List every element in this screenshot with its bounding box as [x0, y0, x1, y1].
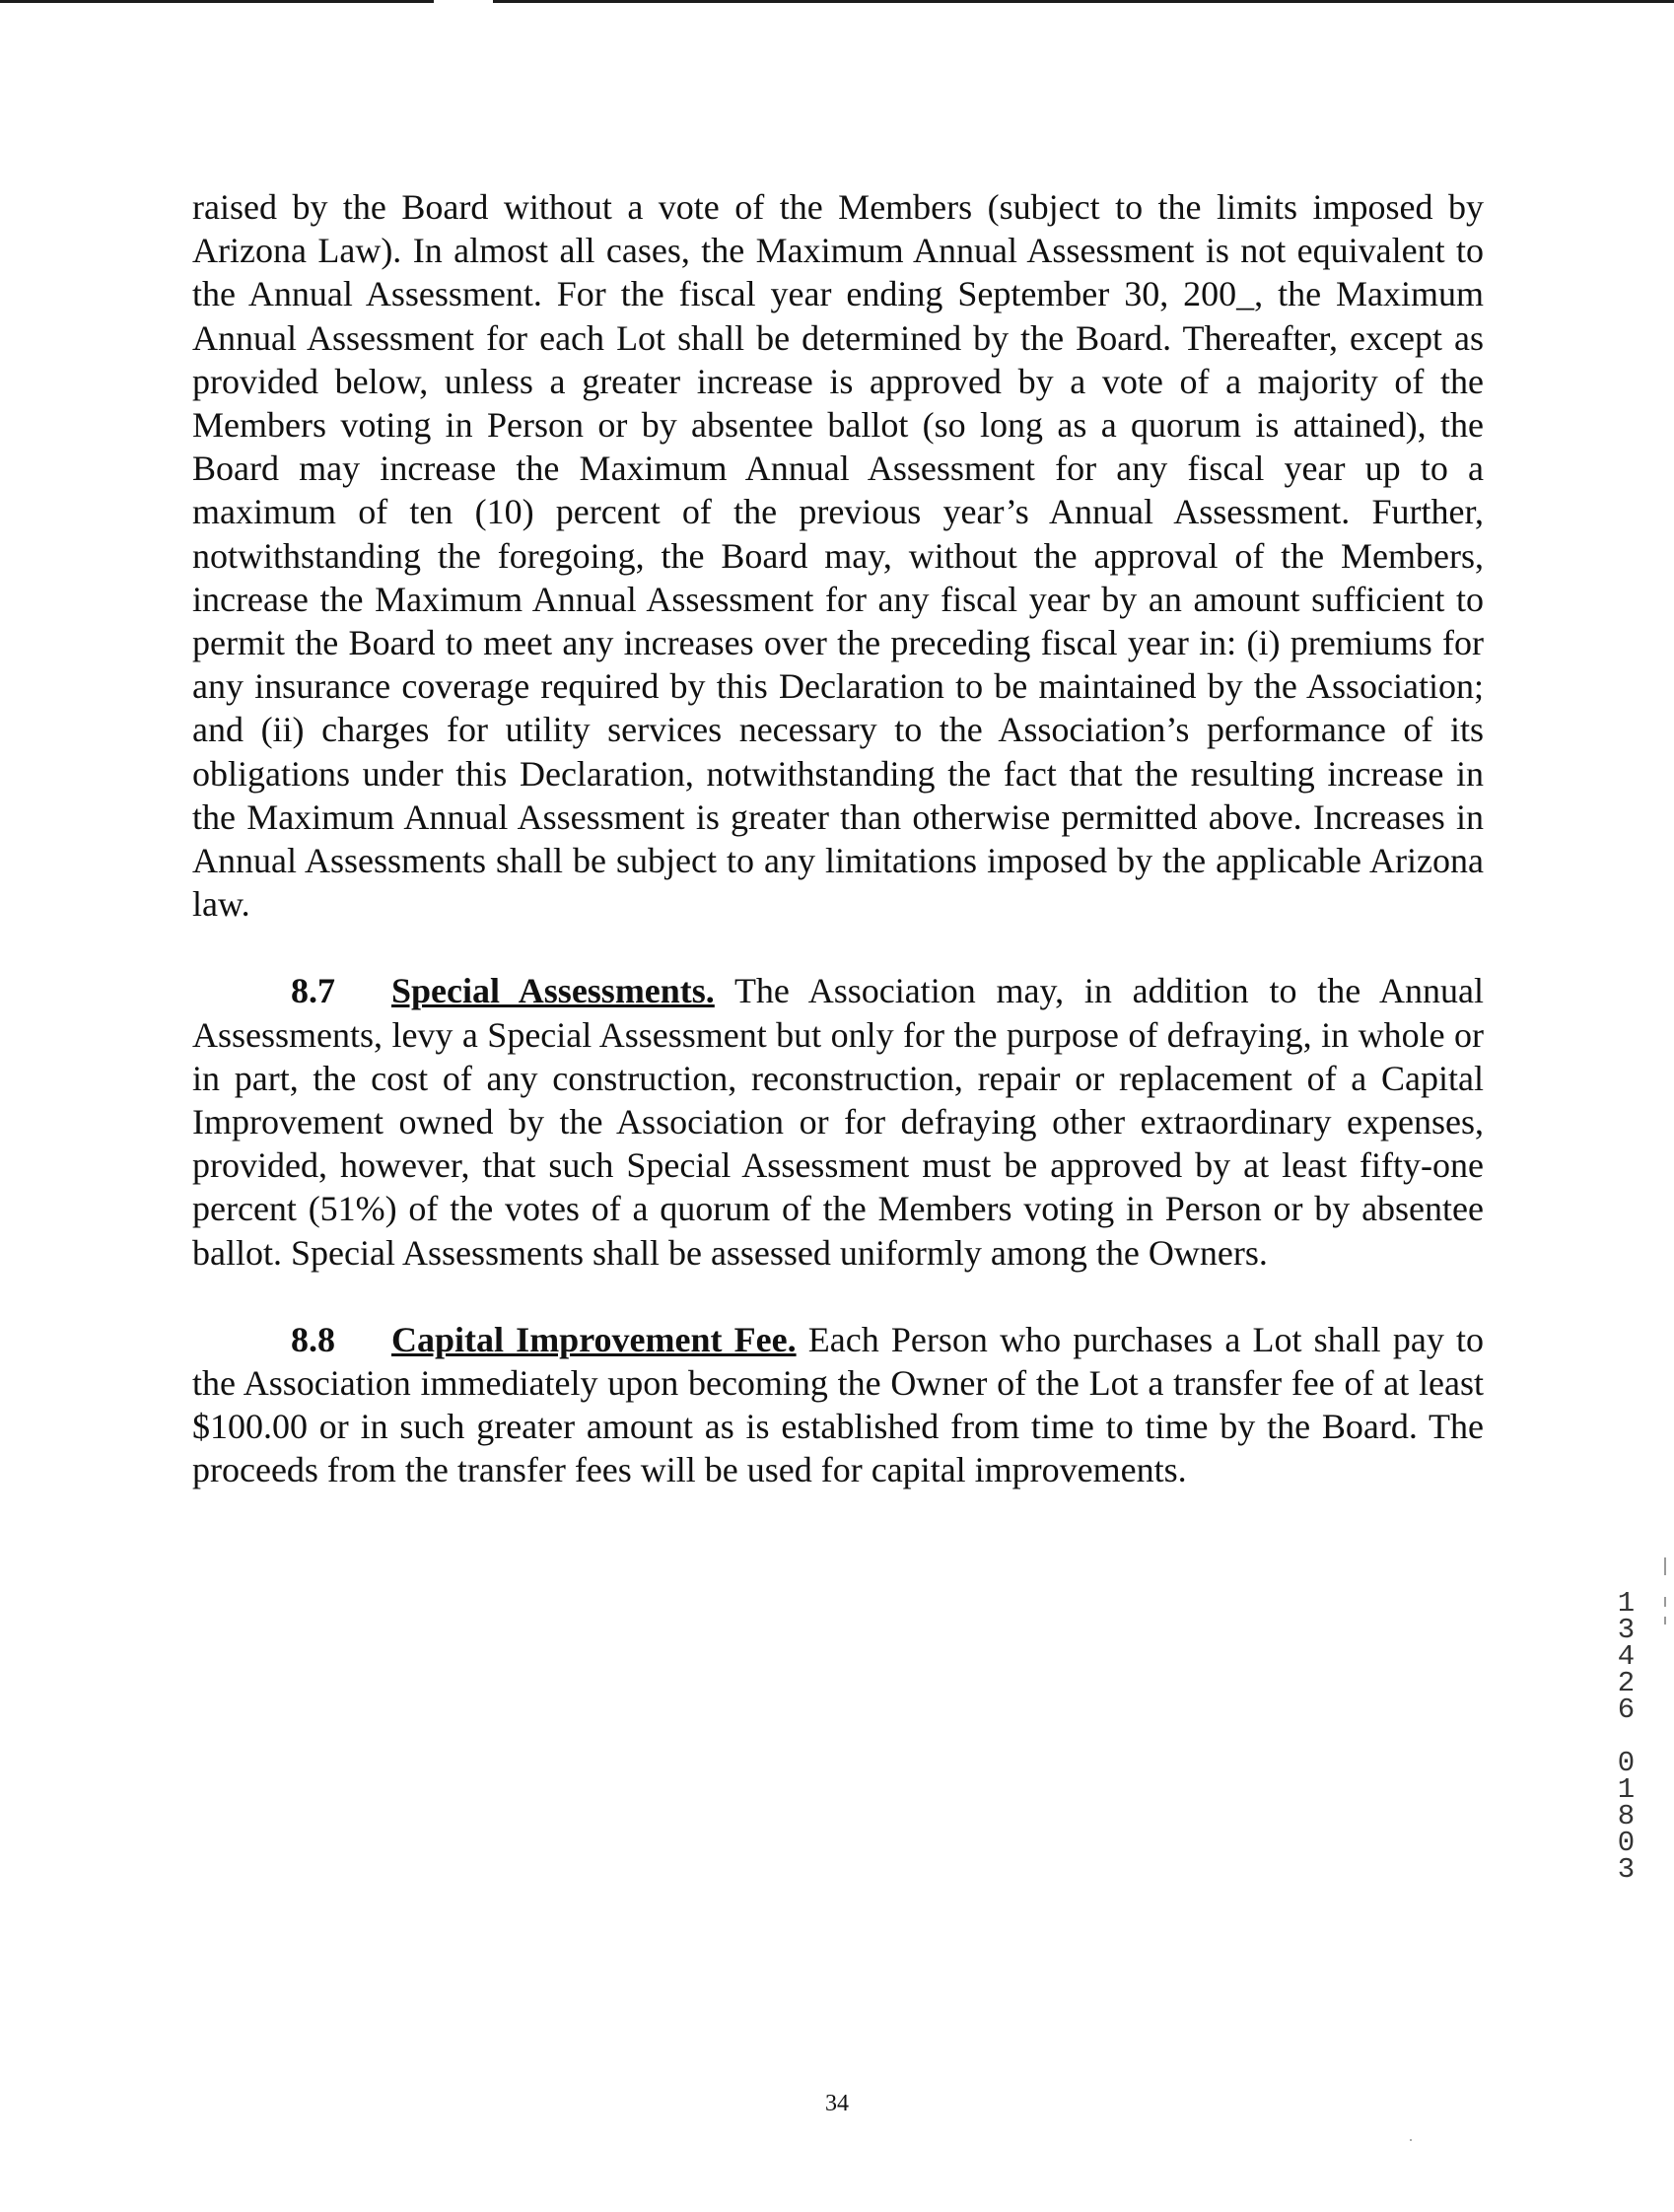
section-8-7-title: Special Assessments. [391, 971, 715, 1011]
margin-scan-mark [1664, 1617, 1666, 1624]
top-scan-rule [0, 0, 1674, 3]
margin-scan-mark [1664, 1597, 1666, 1607]
recording-stamp: 13426 01803 [1610, 1587, 1642, 1880]
scan-speck [1410, 2139, 1412, 2141]
margin-scan-mark [1664, 1557, 1666, 1575]
page-number: 34 [825, 2091, 849, 2116]
section-8-7-text: The Association may, in addition to the Annual Assessments, levy a Special Assessment but only for the purpose of defraying, in whole or in part, the cost of any construction, reconstruction, repair or replacement of a Capital Improvement owned by the Association or for defraying other extraordinary expenses, provided, however, that such Special Assessment must be approved by at least fifty-one percent (51%) of the votes of a quorum of the Members voting in Person or by absentee ballot. Special Assessments shall be assessed uniformly among the Owners. [192, 971, 1484, 1273]
section-8-8-text: Each Person who purchases a Lot shall pay to the Association immediately upon becoming the Owner of the Lot a transfer fee of at least $100.00 or in such greater amount as is established from time to time by the Board. The proceeds from the transfer fees will be used for capital improvements. [192, 1319, 1484, 1490]
paragraph-maximum-annual-assessment: raised by the Board without a vote of the Members (subject to the limits imposed by Arizona Law). In almost all cases, the Maximum Annual Assessment is not equivalent to the Annual Assessment. For the fiscal year ending September 30, 200_, the Maximum Annual Assessment for each Lot shall be determined by the Board. Thereafter, except as provided below, unless a greater increase is approved by a vote of a majority of the Members voting in Person or by absentee ballot (so long as a quorum is attained), the Board may increase the Maximum Annual Assessment for any fiscal year up to a maximum of ten (10) percent of the previous year’s Annual Assessment. Further, notwithstanding the foregoing, the Board may, without the approval of the Members, increase the Maximum Annual Assessment for any fiscal year by an amount sufficient to permit the Board to meet any increases over the preceding fiscal year in: (i) premiums for any insurance coverage required by this Declaration to be maintained by the Association; and (ii) charges for utility services necessary to the Association’s performance of its obligations under this Declaration, notwithstanding the fact that the resulting increase in the Maximum Annual Assessment is greater than otherwise permitted above. Increases in Annual Assessments shall be subject to any limitations imposed by the applicable Arizona law. [192, 187, 1484, 925]
section-8-8-number: 8.8 [291, 1319, 335, 1359]
section-8-8-capital-improvement-fee [192, 1318, 1484, 1492]
top-scan-rule-gap [434, 0, 493, 3]
section-8-7-special-assessments [192, 969, 1484, 1274]
section-8-7-number: 8.7 [291, 971, 335, 1011]
section-8-8-title: Capital Improvement Fee. [391, 1319, 797, 1359]
page-body [192, 185, 1484, 1536]
